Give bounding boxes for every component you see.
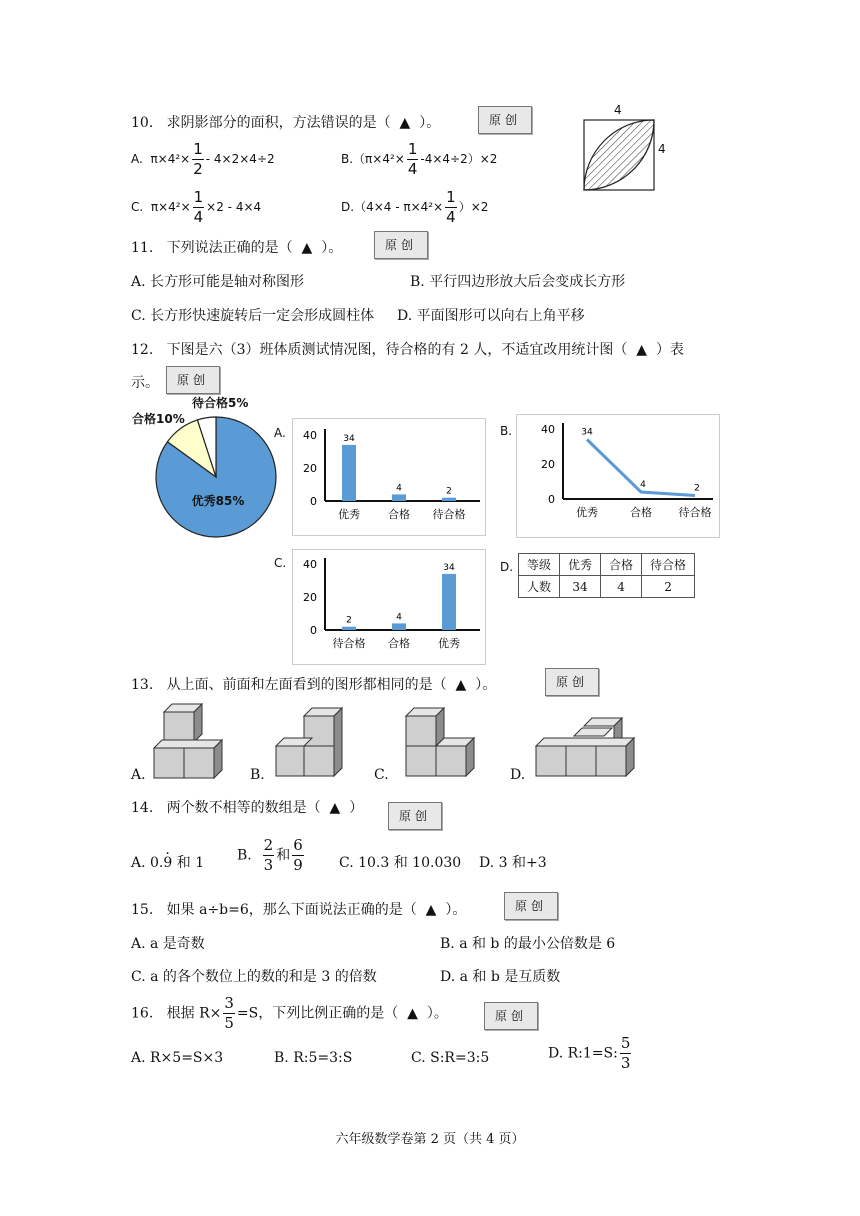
original-tag: 原创 [504,892,558,920]
q16-option-c: C. S:R=3:5 [411,1050,490,1066]
q10-stem: 10. 求阴影部分的面积，方法错误的是（ ▲ ）。 [131,115,441,131]
q13-option-d-label: D. [510,767,526,783]
x-tick-label: 优秀 [438,637,460,650]
bar [442,574,456,630]
table-cell: 2 [642,576,695,598]
data-label: 2 [346,615,352,626]
original-tag: 原创 [166,366,220,394]
q16-option-a: A. R×5=S×3 [131,1050,224,1066]
pie-label: 合格10% [132,412,185,426]
q16-option-b: B. R:5=3:S [274,1050,353,1066]
y-tick-label: 0 [548,493,555,506]
q11-option-b: B. 平行四边形放大后会变成长方形 [410,274,626,290]
q14-option-c: C. 10.3 和 10.030 [339,855,462,871]
table-cell: 等级 [519,554,560,576]
q10-option-b: B.（π×4²× $\frac{1}{4}$ -4×4÷2）×2 [341,140,498,178]
y-tick-label: 40 [303,558,317,571]
page-footer: 六年级数学卷第 2 页（共 4 页） [335,1132,525,1147]
x-tick-label: 待合格 [678,506,712,519]
cube-figure-c [404,704,484,786]
data-label: 2 [446,486,452,497]
chart-a-box [292,418,486,536]
option-d-label: D. [500,560,514,574]
table-cell: 合格 [601,554,642,576]
q10-figure-top-label: 4 [614,103,622,117]
q14-option-d: D. 3 和+3 [479,855,547,871]
y-tick-label: 20 [541,458,555,471]
q15-option-a: A. a 是奇数 [131,936,205,952]
q13-option-a-label: A. [131,767,146,783]
y-tick-label: 0 [310,624,317,637]
q15-stem: 15. 如果 a÷b=6，那么下面说法正确的是（ ▲ ）。 [131,902,467,918]
q15-option-b: B. a 和 b 的最小公倍数是 6 [440,936,616,952]
original-tag: 原创 [545,668,599,696]
chart-c-box [292,549,486,665]
original-tag: 原创 [388,802,442,830]
q11-option-d: D. 平面图形可以向右上角平移 [397,308,585,324]
q10-option-a: A. π×4²× $\frac{1}{2}$ - 4×2×4÷2 [131,140,275,178]
x-tick-label: 待合格 [432,508,466,521]
table-cell: 待合格 [642,554,695,576]
original-tag: 原创 [484,1002,538,1030]
q11-option-c: C. 长方形快速旋转后一定会形成圆柱体 [131,308,375,324]
q13-stem: 13. 从上面、前面和左面看到的图形都相同的是（ ▲ ）。 [131,677,497,693]
q15-option-d: D. a 和 b 是互质数 [440,969,561,985]
q13-option-b-label: B. [250,767,265,783]
q16-option-d: D. R:1=S: $\frac{5}{3}$ [548,1034,631,1072]
q12-stem: 12. 下图是六（3）班体质测试情况图，待合格的有 2 人，不适宜改用统计图（ ▲ ）表 [131,342,684,358]
data-label: 34 [581,427,593,438]
cube-figure-d [534,714,636,786]
x-tick-label: 待合格 [332,637,366,650]
pie-label: 优秀85% [191,494,245,508]
table-cell: 人数 [519,576,560,598]
q14-option-a: A. 0.9 . 和 1 [131,842,205,871]
pie-label: 待合格5% [192,396,249,410]
data-label: 4 [396,483,402,494]
option-b-label: B. [500,424,513,438]
y-tick-label: 20 [303,591,317,604]
x-tick-label: 优秀 [338,508,360,521]
y-tick-label: 20 [303,462,317,475]
original-tag: 原创 [374,231,428,259]
option-a-label: A. [274,426,286,440]
q11-option-a: A. 长方形可能是轴对称图形 [131,274,305,290]
y-tick-label: 40 [303,429,317,442]
table-header-row [519,554,695,576]
table-cell: 34 [560,576,601,598]
x-tick-label: 优秀 [576,506,598,519]
q10-option-c: C. π×4²× $\frac{1}{4}$ ×2 - 4×4 [131,188,262,226]
q12-stem-line2: 示。 [131,375,159,391]
q12-pie-chart [130,395,285,544]
bar [392,494,406,501]
grade-table [518,553,695,598]
data-label: 4 [396,612,402,623]
table-cell: 优秀 [560,554,601,576]
x-tick-label: 合格 [388,508,410,521]
cube-figure-b [274,704,354,786]
original-tag: 原创 [478,106,532,134]
q10-option-d: D.（4×4 - π×4²× $\frac{1}{4}$ ）×2 [341,188,489,226]
bar [342,627,356,630]
q11-stem: 11. 下列说法正确的是（ ▲ ）。 [131,240,343,256]
table-row [519,576,695,598]
q13-option-c-label: C. [374,767,389,783]
data-label: 34 [343,433,355,444]
q10-figure-right-label: 4 [658,142,666,156]
table-cell: 4 [601,576,642,598]
data-label: 4 [640,480,646,490]
option-c-label: C. [274,556,287,570]
repeating-dot: . [165,842,170,858]
data-label: 2 [694,483,700,494]
q15-option-c: C. a 的各个数位上的数的和是 3 的倍数 [131,969,377,985]
chart-b-box [516,414,720,538]
x-tick-label: 合格 [630,506,652,519]
cube-figure-a [148,700,228,786]
q14-option-b: B. $\frac{2}{3}$ 和 $\frac{6}{9}$ [237,836,303,874]
x-tick-label: 合格 [388,637,410,650]
q14-stem: 14. 两个数不相等的数组是（ ▲ ） [131,800,364,816]
data-label: 34 [443,562,455,573]
y-tick-label: 40 [541,423,555,436]
bar [442,498,456,501]
bar [392,623,406,630]
bar [342,445,356,501]
q16-stem: 16. 根据 R× $\frac{3}{5}$ =S，下列比例正确的是（ ▲ ）。 [131,994,448,1032]
y-tick-label: 0 [310,495,317,508]
